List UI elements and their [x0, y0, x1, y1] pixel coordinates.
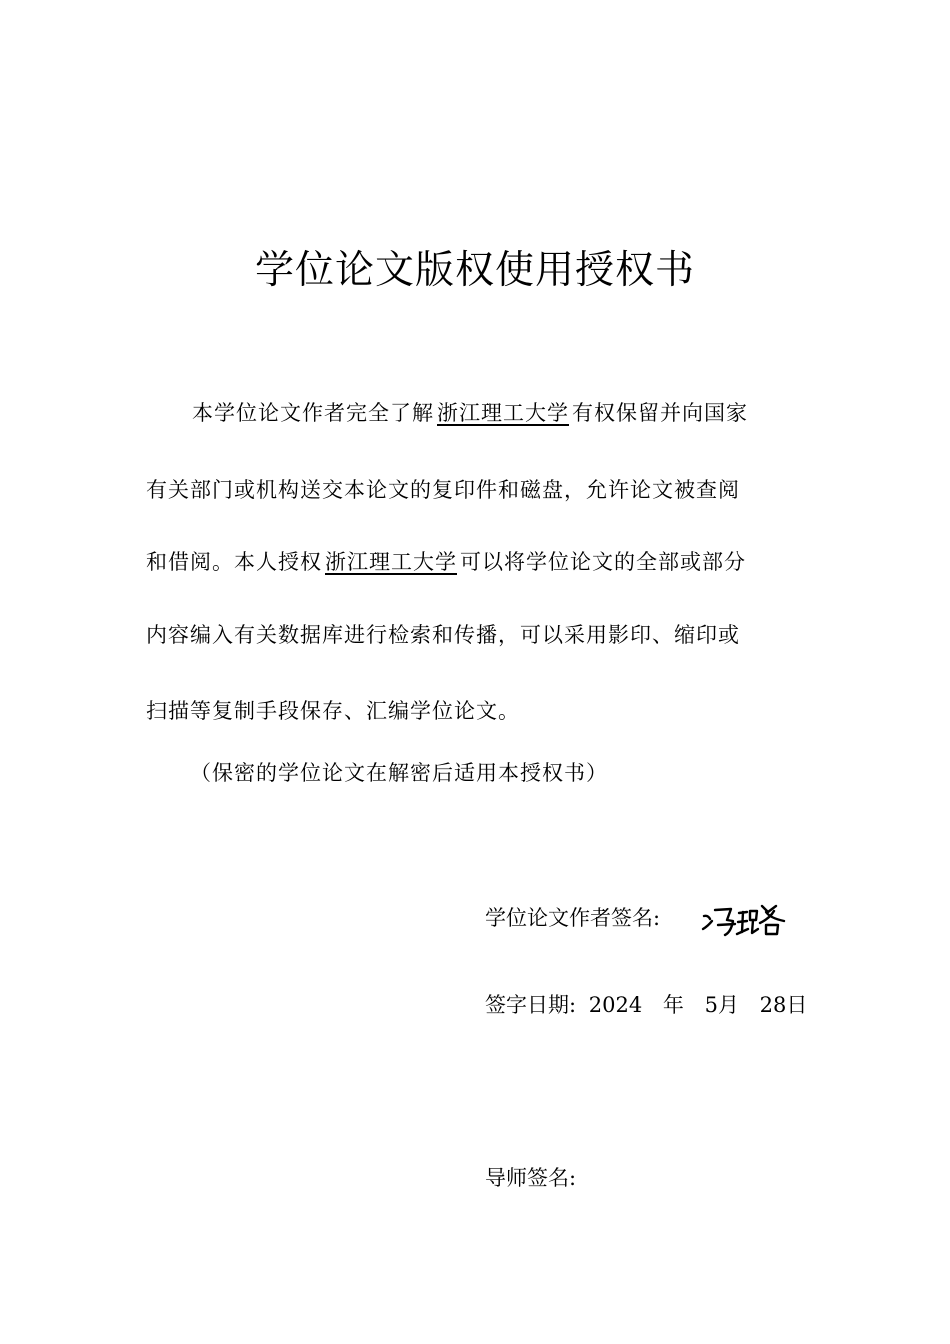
page-title: 学位论文版权使用授权书: [254, 248, 695, 293]
paragraph-line-2: 有关部门或机构送交本论文的复印件和磁盘，允许论文被查阅: [146, 478, 740, 502]
sign-date: [485, 990, 807, 1020]
paragraph-line-3: [146, 547, 746, 577]
paragraph-line-4: 内容编入有关数据库进行检索和传播，可以采用影印、缩印或: [146, 623, 740, 647]
line1-text-post: 有权保留并向国家: [572, 401, 748, 425]
sign-date-year-unit: 年: [662, 993, 684, 1017]
line3-text-post: 可以将学位论文的全部或部分: [460, 550, 746, 574]
sign-date-day: 28日: [759, 993, 808, 1017]
author-signature-label: 学位论文作者签名:: [485, 906, 661, 930]
advisor-signature-label: 导师签名:: [485, 1166, 577, 1190]
handwritten-signature: [700, 896, 790, 944]
university-name-underlined: 浙江理工大学: [437, 401, 569, 425]
sign-date-label: 签字日期:: [485, 993, 577, 1017]
university-name-underlined: 浙江理工大学: [325, 550, 457, 574]
line1-text-pre: 本学位论文作者完全了解: [192, 401, 434, 425]
sign-date-month: 5月: [704, 993, 739, 1017]
confidential-note: （保密的学位论文在解密后适用本授权书）: [190, 761, 608, 785]
sign-date-year: 2024: [588, 993, 643, 1017]
paragraph-line-5: 扫描等复制手段保存、汇编学位论文。: [146, 699, 520, 723]
line3-text-pre: 和借阅。本人授权: [146, 550, 322, 574]
paragraph-line-1: [192, 398, 748, 428]
